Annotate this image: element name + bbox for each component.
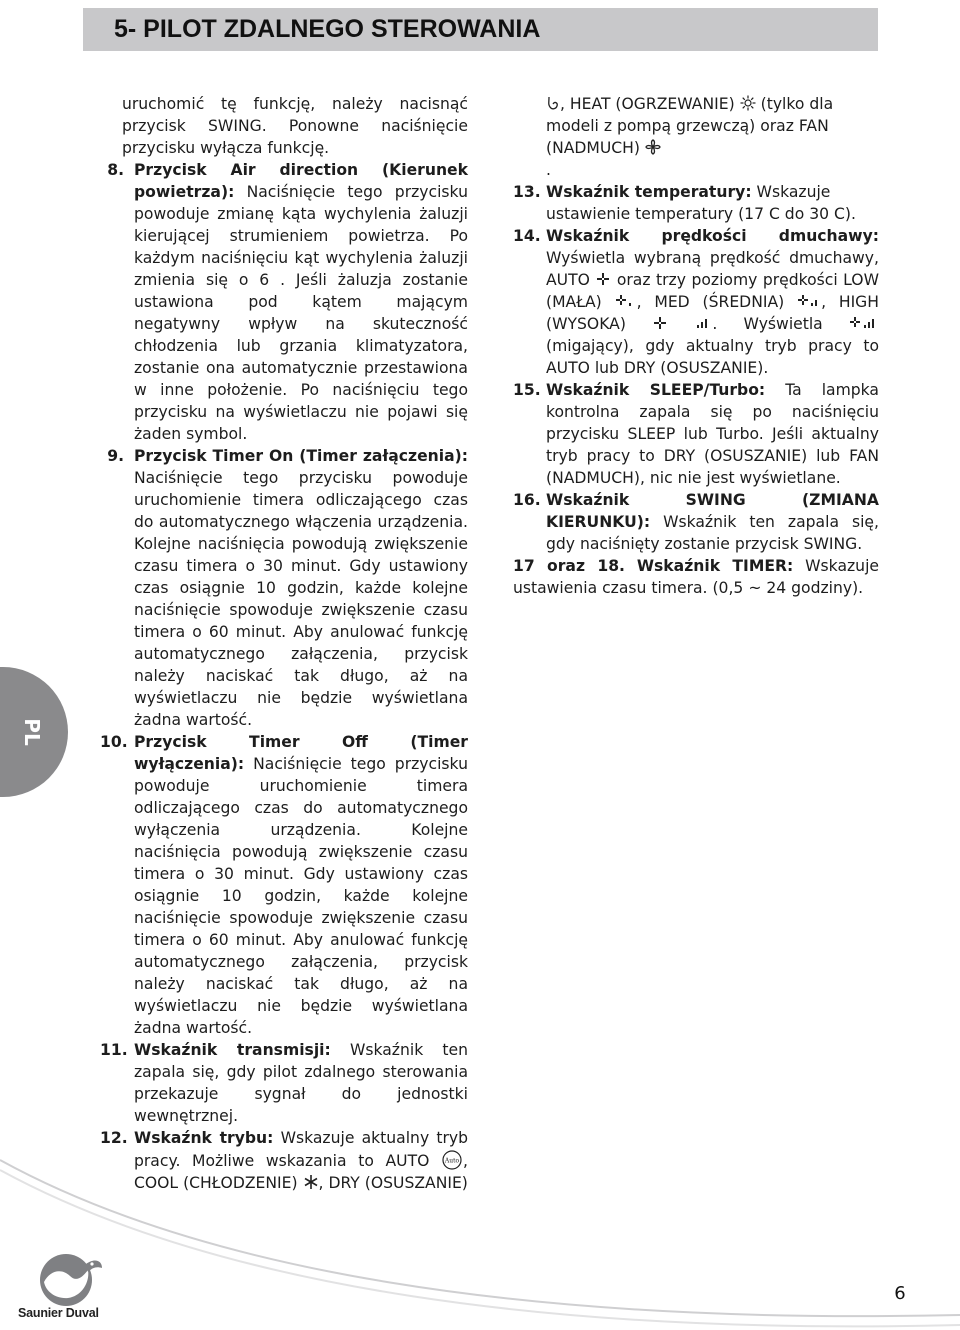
item-text: Naciśnięcie tego przycisku powoduje uruchomienie timera odliczającego czas do automatycznego wyłączenia urządzenia. Kolejne naciśnięcia powodują zwiększenie czasu timera o 30 minut. Gdy ustawiony czas osiągnie 10 godzin, każde kolejne naciśnięcie spowoduje zwiększenie czasu timera o 60 minut. Aby anulować funkcję automatycznego załączenia, przycisk należy naciskać tak długo, aż na wyświetlaczu nie będzie wyświetlana żadna wartość. [134, 755, 468, 1037]
page-title: 5- PILOT ZDALNEGO STEROWANIA [114, 15, 541, 43]
item-text-b: , COOL (CHŁODZENIE) [134, 1152, 468, 1192]
list-item-13 [513, 181, 879, 225]
sun-icon [740, 95, 756, 111]
item-number: 14. [513, 227, 541, 245]
item-text: Wskazuje ustawienia czasu timera. (0,5 ~ 24 godziny). [513, 557, 879, 597]
item-title: Przycisk Timer On (Timer załączenia): [134, 447, 468, 465]
item-title: Wskaźnik transmisji: [134, 1041, 331, 1059]
page-number: 6 [894, 1283, 906, 1304]
list-item-17-18 [513, 555, 879, 599]
fan-high-icon [694, 316, 712, 330]
fan-auto-blink-icon [849, 316, 879, 330]
item-text: Wskazuje aktualny tryb pracy. Możliwe wskazania to AUTO [134, 1129, 468, 1170]
item-number: 8. [107, 161, 124, 179]
item-number: 9. [107, 447, 124, 465]
brand-name: Saunier Duval [18, 1306, 99, 1320]
item-text: Wskaźnik ten zapala się, gdy pilot zdalnego sterowania przekazuje sygnał do jednostki wewnętrznej. [134, 1041, 468, 1125]
item-title: Przycisk Air direction (Kierunek powietrza): [134, 161, 468, 201]
language-tab-label: PL [20, 718, 44, 746]
fan-med-icon [797, 294, 821, 308]
item-text: Wskaźnik ten zapala się, gdy naciśnięty zostanie przycisk SWING. [546, 513, 879, 553]
item-text-f: (migający), gdy aktualny tryb pracy to AUTO lub DRY (OSUSZANIE). [546, 337, 879, 377]
left-column [100, 93, 468, 1194]
list-item-10 [100, 731, 468, 1039]
item-text: Naciśnięcie tego przycisku powoduje uruchomienie timera odliczającego czas do automatycznego włączenia urządzenia. Kolejne naciśnięcia powodują zwiększenie czasu timera o 30 minut. Gdy ustawiony czas osiągnie 10 godzin, każde kolejne naciśnięcie spowoduje zwiększenie czasu timera o 60 minut. Aby anulować funkcję automatycznego załączenia, przycisk należy naciskać tak długo, aż na wyświetlaczu nie będzie wyświetlana żadna wartość. [134, 469, 468, 729]
right-column [513, 93, 879, 599]
dry-icon [546, 95, 560, 111]
item-number: 11. [100, 1041, 128, 1059]
item-text-d: , HIGH (WYSOKA) [546, 293, 879, 333]
item-text-b: oraz trzy poziomy prędkości LOW (MAŁA) [546, 271, 879, 311]
list-item-15 [513, 379, 879, 489]
list-item-9 [100, 445, 468, 731]
item-number: 16. [513, 491, 541, 509]
list-item-16 [513, 489, 879, 555]
item-title: Wskaźnik TIMER: [636, 557, 794, 575]
continued-text-b: (tylko dla modeli z pompą grzewczą) oraz FAN (NADMUCH) [546, 95, 834, 157]
item-number: 15. [513, 381, 541, 399]
item-text-c: , DRY (OSUSZANIE) [318, 1174, 468, 1192]
item-number: 17 oraz 18. [513, 557, 625, 575]
brand-logo [30, 1252, 110, 1308]
fan-icon [645, 139, 661, 155]
continued-paragraph [513, 93, 879, 181]
item-text: Wskazuje ustawienie temperatury (17 C do 30 C). [546, 183, 856, 223]
item-text-a: Wyświetla wybraną prędkość dmuchawy, AUTO [546, 249, 879, 289]
item-number: 10. [100, 733, 128, 751]
continued-text-c: . [546, 161, 551, 179]
list-item-8 [100, 159, 468, 445]
item-title: Wskaźnik prędkości dmuchawy: [546, 227, 879, 245]
footer-decoration [0, 1140, 960, 1330]
item-text-c: , MED (ŚREDNIA) [636, 293, 785, 311]
continued-text-a: , HEAT (OGRZEWANIE) [560, 95, 735, 113]
item-number: 13. [513, 183, 541, 201]
list-item-11 [100, 1039, 468, 1127]
item-text: Ta lampka kontrolna zapala się po naciśnięciu przycisku SLEEP lub Turbo. Jeśli aktualny tryb pracy to DRY (OSUSZANIE) lub FAN (NADMUCH), nic nie jest wyświetlane. [546, 381, 879, 487]
intro-paragraph: uruchomić tę funkcję, należy nacisnąć przycisk SWING. Ponowne naciśnięcie przycisku wyłącza funkcję. [122, 95, 468, 157]
item-title: Wskaźnik SWING (ZMIANA KIERUNKU): [546, 491, 879, 531]
item-title: Przycisk Timer Off (Timer wyłączenia): [134, 733, 468, 773]
item-text: Naciśnięcie tego przycisku powoduje zmianę kąta wychylenia żaluzji kierującej strumieniem powietrza. Po każdym naciśnięciu kąt wychylenia żaluzji zmienia się o 6 . Jeśli żaluzja zostanie ustawiona pod kątem mającym negatywny wpływ na skuteczność chłodzenia lub grzania klimatyzatora, zostanie ona automatycznie przestawiona w inne położenie. Po naciśnięciu tego przycisku na wyświetlaczu nie pojawi się żaden symbol. [134, 183, 468, 443]
item-title: Wskaźnik SLEEP/Turbo: [546, 381, 766, 399]
item-title: Wskaźnk trybu: [134, 1129, 274, 1147]
fan-icon [652, 316, 668, 330]
item-number: 12. [100, 1129, 128, 1147]
fan-low-icon [615, 294, 637, 308]
item-text-e: . Wyświetla [712, 315, 823, 333]
auto-icon-label: Auto [444, 1157, 460, 1165]
list-item-14 [513, 225, 879, 379]
item-title: Wskaźnik temperatury: [546, 183, 752, 201]
fan-speed-icon [595, 272, 611, 286]
